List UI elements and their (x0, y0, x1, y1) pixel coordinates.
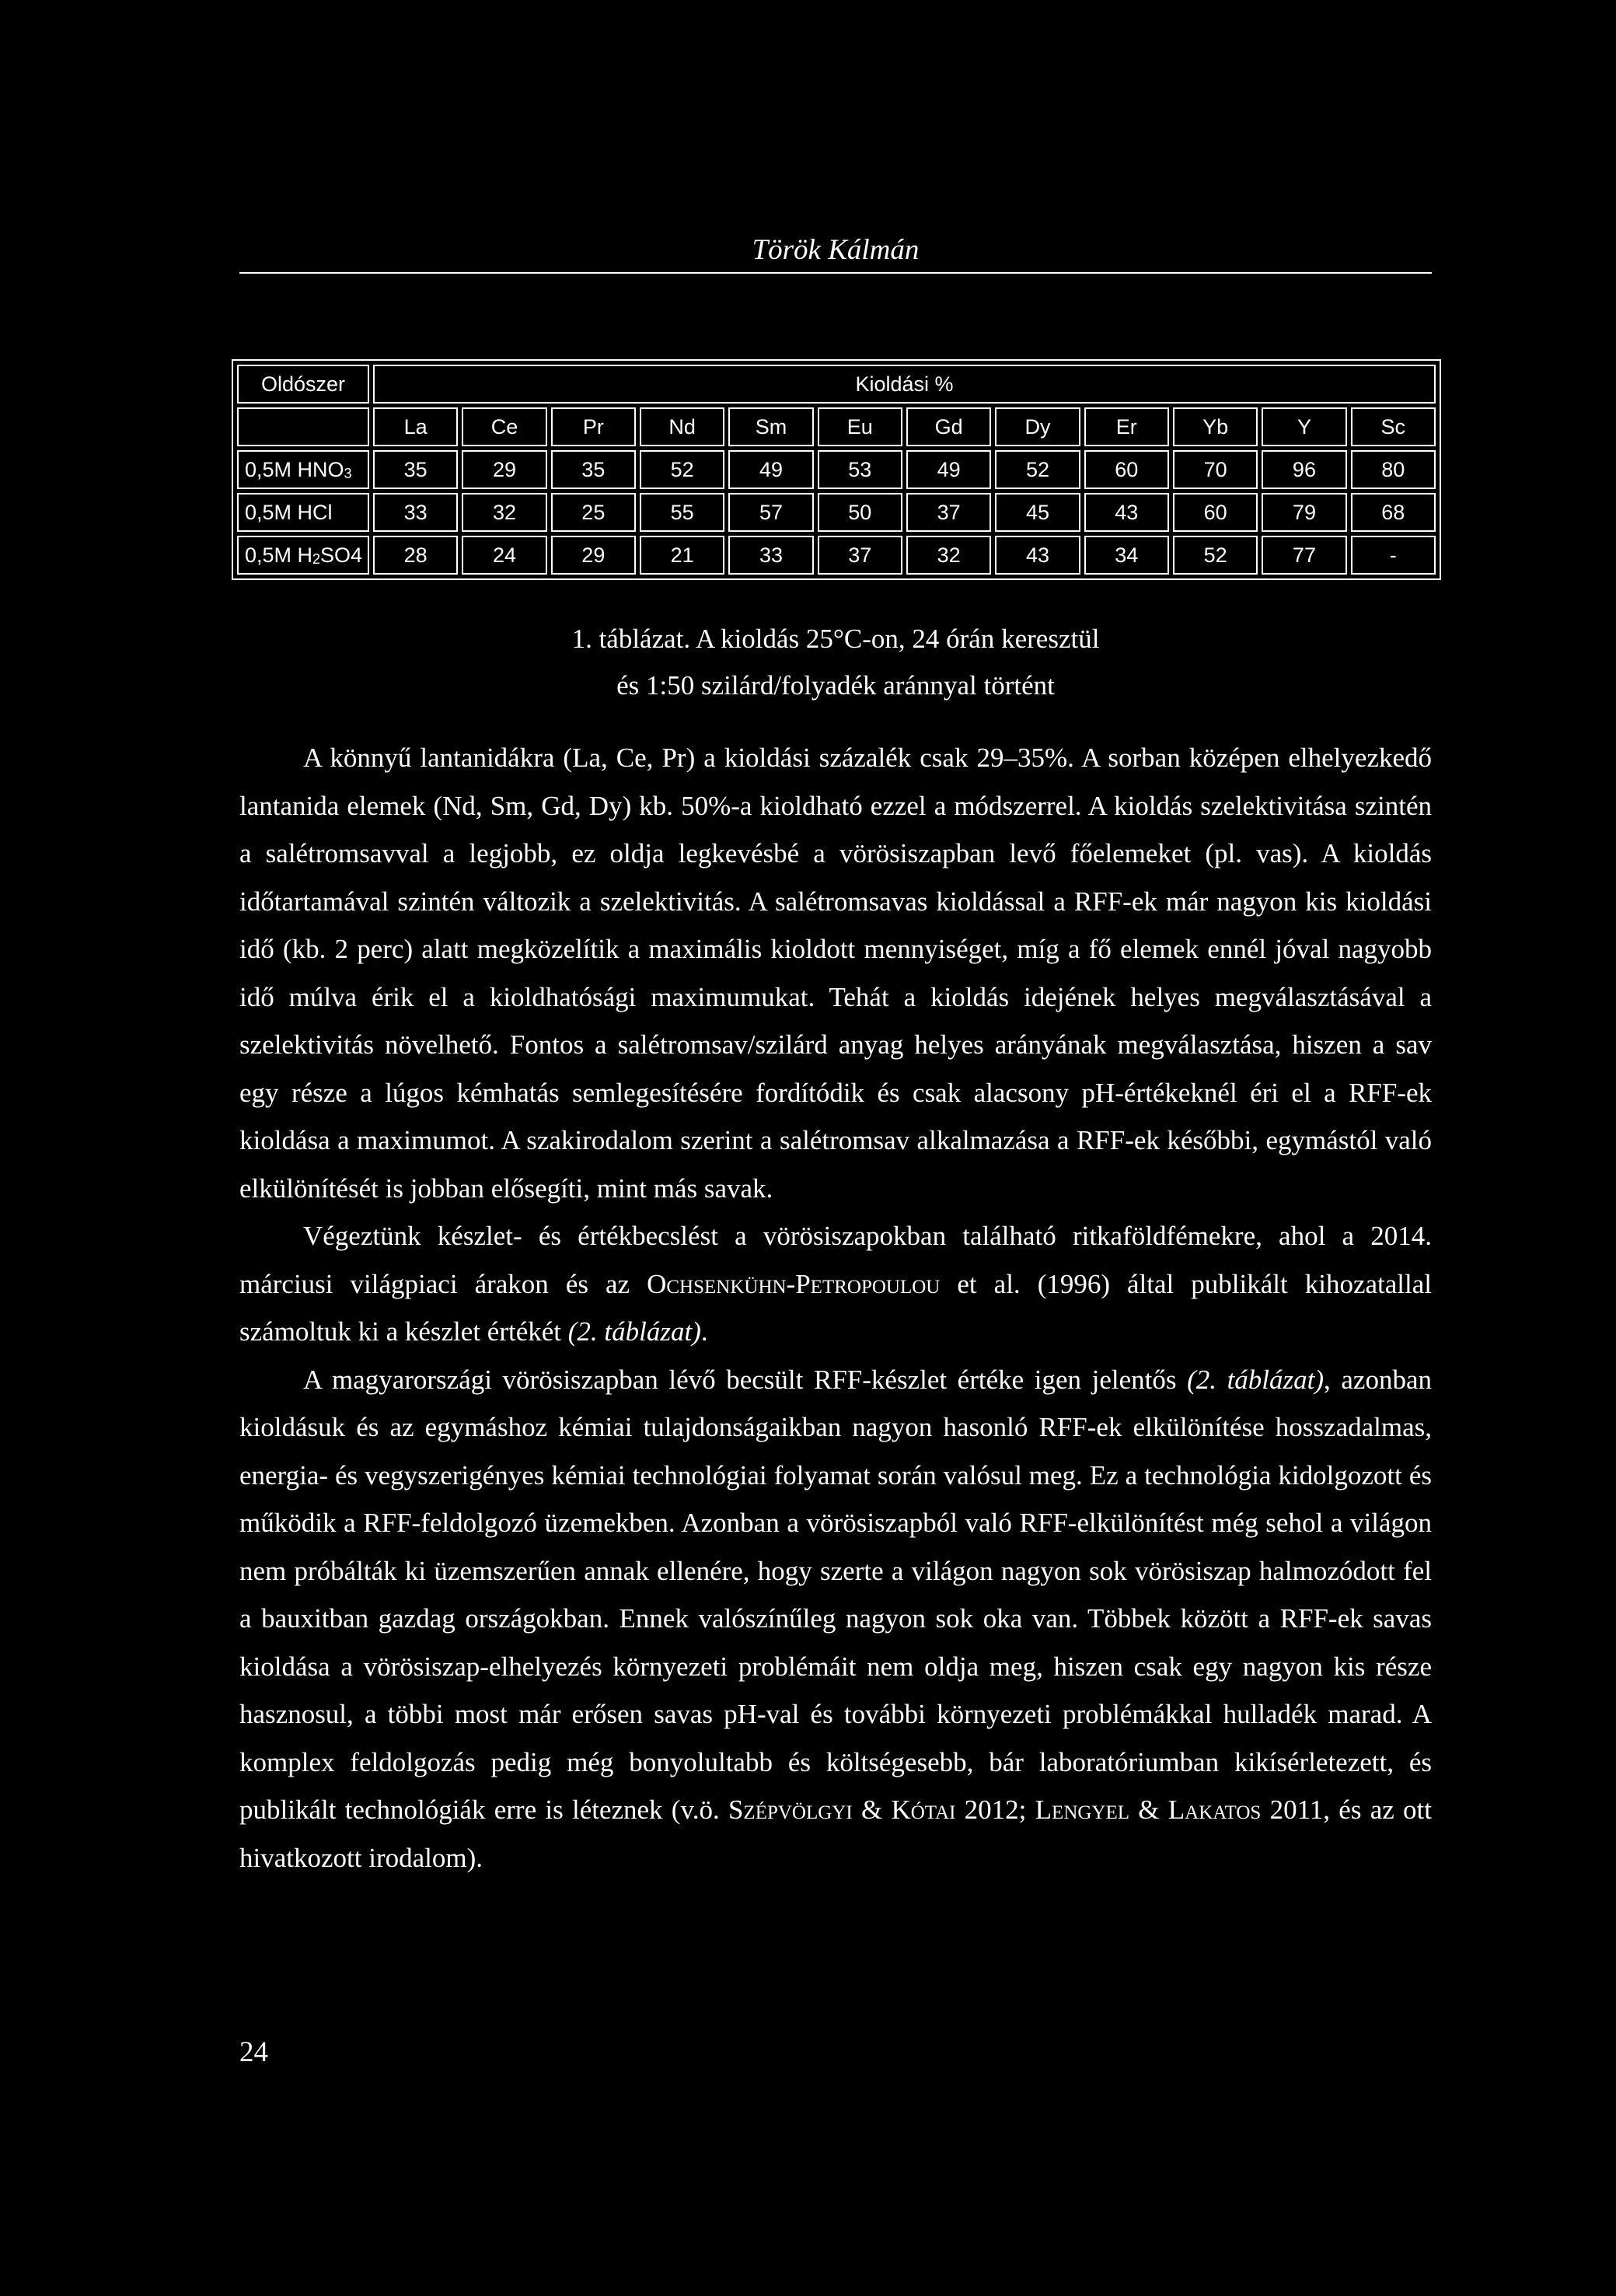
element-header: Yb (1173, 407, 1258, 446)
table-cell: 28 (373, 536, 458, 575)
paragraph-2: Végeztünk készlet- és értékbecslést a vörösiszapokban található ritkaföldfémekre, ahol a 2014. márciusi világpiaci árakon és az Ochsenkühn-Petropoulou et al. (1996) által publikált kihozatallal számoltuk ki a készlet értékét (2. táblázat). (239, 1221, 1433, 1347)
table-cell: 49 (728, 450, 813, 489)
table-cell: 77 (1262, 536, 1346, 575)
table-cell: 52 (1173, 536, 1258, 575)
table-cell: 70 (1173, 450, 1258, 489)
table-cell: 49 (906, 450, 991, 489)
header-rule (239, 272, 1432, 274)
table-cell: 34 (1084, 536, 1169, 575)
table-reference: (2. táblázat) (1187, 1364, 1325, 1395)
table-cell: 37 (818, 536, 902, 575)
caption-line-1: 1. táblázat. A kioldás 25°C-on, 24 órán keresztül (571, 624, 1100, 654)
table-row (237, 493, 1436, 532)
table-cell: 60 (1084, 450, 1169, 489)
element-header: Pr (551, 407, 636, 446)
table-cell: 32 (906, 536, 991, 575)
element-header: Y (1262, 407, 1346, 446)
element-header: La (373, 407, 458, 446)
table-cell: 37 (906, 493, 991, 532)
element-header: Nd (640, 407, 724, 446)
table-cell: 52 (640, 450, 724, 489)
table-cell: 68 (1351, 493, 1436, 532)
table-cell: 50 (818, 493, 902, 532)
table-cell: 45 (995, 493, 1080, 532)
running-head: Török Kálmán (752, 234, 920, 266)
table-cell: 55 (640, 493, 724, 532)
table-cell: - (1351, 536, 1436, 575)
header-solvent: Oldószer (237, 365, 369, 404)
page-number: 24 (239, 2036, 268, 2068)
caption-line-2: és 1:50 szilárd/folyadék aránnyal történt (616, 670, 1055, 701)
table-row (237, 450, 1436, 489)
element-header: Sc (1351, 407, 1436, 446)
header-leaching-percent: Kioldási % (373, 365, 1436, 404)
solvent-label: 0,5M HCl (237, 493, 369, 532)
table-cell: 35 (373, 450, 458, 489)
table-row (237, 536, 1436, 575)
leaching-table-wrapper (232, 359, 1441, 580)
element-header: Gd (906, 407, 991, 446)
table-cell: 43 (1084, 493, 1169, 532)
table-cell: 33 (728, 536, 813, 575)
element-header: Eu (818, 407, 902, 446)
solvent-label: 0,5M $H_2SO4$ (237, 536, 369, 575)
table-cell: 53 (818, 450, 902, 489)
author-name: Szépvölgyi (728, 1795, 853, 1825)
author-name: Lengyel (1035, 1795, 1130, 1825)
table-cell: 43 (995, 536, 1080, 575)
table-cell: 25 (551, 493, 636, 532)
paragraph-3: A magyarországi vörösiszapban lévő becsült RFF-készlet értéke igen jelentős (2. táblázat), azonban kioldásuk és az egymáshoz kémiai tulajdonságaikban nagyon hasonló RFF-ek elkülönítése hosszadalmas, energia- és vegyszerigényes kémiai technológiai folyamat során valósul meg. Ez a technológia kidolgozott és működik a RFF-feldolgozó üzemekben. Azonban a vörösiszapból való RFF-elkülönítést még sehol a világon nem próbálták ki üzemszerűen annak ellenére, hogy szerte a világon nagyon sok vörösiszap halmozódott fel a bauxitban gazdag országokban. Ennek valószínűleg nagyon sok oka van. Többek között a RFF-ek savas kioldása a vörösiszap-elhelyezés környezeti problémáit nem oldja meg, hiszen csak egy nagyon kis része hasznosul, a többi most már erősen savas pH-val és további környezeti problémákkal hulladék marad. A komplex feldolgozás pedig még bonyolultabb és költségesebb, bár laboratóriumban kikísérletezett, és publikált technológiák erre is léteznek (v.ö. Szépvölgyi & Kótai 2012; Lengyel & Lakatos 2011, és az ott hivatkozott irodalom). (239, 1364, 1432, 1873)
element-header: Dy (995, 407, 1080, 446)
table-cell: 80 (1351, 450, 1436, 489)
table-header-row (237, 365, 1436, 404)
table-cell: 32 (462, 493, 546, 532)
table-cell: 57 (728, 493, 813, 532)
solvent-label: 0,5M $HNO_3$ (237, 450, 369, 489)
author-name: Kótai (891, 1795, 956, 1825)
table-element-row (237, 407, 1436, 446)
paragraph-1: A könnyű lantanidákra (La, Ce, Pr) a kioldási százalék csak 29–35%. A sorban középen elhelyezkedő lantanida elemek (Nd, Sm, Gd, Dy) kb. 50%-a kioldható ezzel a módszerrel. A kioldás szelektivitása szintén a salétromsavval a legjobb, ez oldja legkevésbé a vörösiszapban levő főelemeket (pl. vas). A kioldás időtartamával szintén változik a szelektivitás. A salétromsavas kioldással a RFF-ek már nagyon kis kioldási idő (kb. 2 perc) alatt megközelítik a maximális kioldott mennyiséget, míg a fő elemek ennél jóval nagyobb idő múlva érik el a kioldhatósági maximumukat. Tehát a kioldás idejének helyes megválasztásával a szelektivitás növelhető. Fontos a salétromsav/szilárd anyag helyes arányának megválasztása, hiszen a sav egy része a lúgos kémhatás semlegesítésére fordítódik és csak alacsony pH-értékeknél éri el a RFF-ek kioldása a maximumot. A szakirodalom szerint a salétromsav alkalmazása a RFF-ek későbbi, egymástól való elkülönítését is jobban elősegíti, mint más savak. (239, 743, 1432, 1204)
element-header: Sm (728, 407, 813, 446)
table-cell: 29 (462, 450, 546, 489)
table-cell: 60 (1173, 493, 1258, 532)
table-cell: 21 (640, 536, 724, 575)
table-cell: 29 (551, 536, 636, 575)
element-header: Ce (462, 407, 546, 446)
author-name: Lakatos (1167, 1795, 1262, 1825)
table-cell: 33 (373, 493, 458, 532)
table-cell: 35 (551, 450, 636, 489)
table-cell: 96 (1262, 450, 1346, 489)
table-caption (239, 616, 1432, 709)
table-cell: 52 (995, 450, 1080, 489)
element-header: Er (1084, 407, 1169, 446)
table-cell: 79 (1262, 493, 1346, 532)
body-text (239, 734, 1432, 1882)
table-cell: 24 (462, 536, 546, 575)
table-corner-cell (237, 407, 369, 446)
leaching-table (232, 359, 1441, 580)
author-name: Ochsenkühn-Petropoulou (647, 1268, 941, 1299)
table-reference: (2. táblázat) (567, 1316, 701, 1347)
